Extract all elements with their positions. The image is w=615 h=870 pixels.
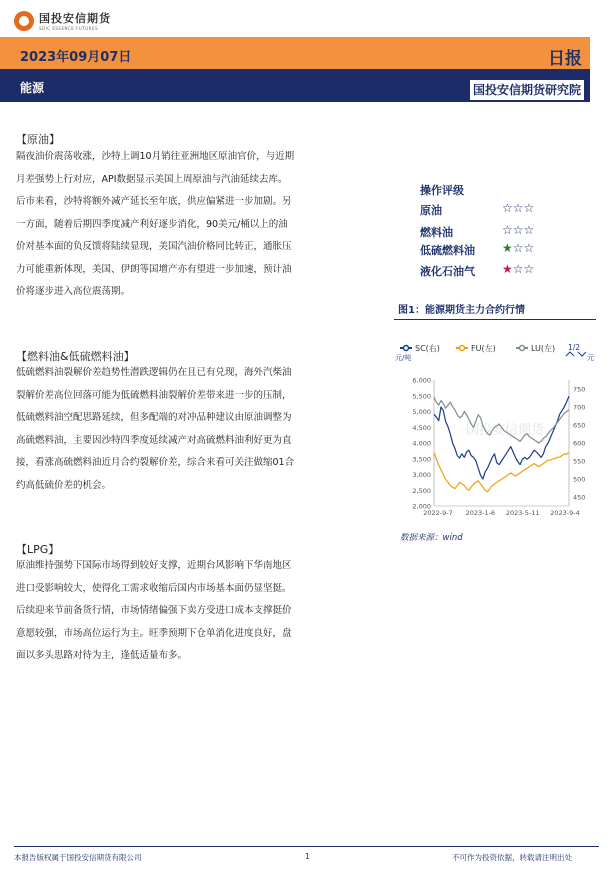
- star-empty-icon: ☆: [512, 201, 524, 215]
- rating-name: 燃料油: [420, 226, 453, 239]
- series-line-fu: [434, 453, 569, 492]
- left-tick-label: 4,500: [412, 423, 431, 432]
- rating-row-low-sulfur: [420, 242, 560, 264]
- x-axis-ticks: [423, 509, 580, 517]
- body-line: 后市来看，沙特将额外减产延长至年底，供应偏紧进一步加剧。另: [16, 196, 292, 207]
- report-date: 2023年09月07日: [20, 50, 132, 65]
- section-title-lpg: 【LPG】: [16, 543, 60, 556]
- left-tick-label: 4,000: [412, 439, 431, 448]
- left-tick-label: 3,500: [412, 455, 431, 464]
- ratings-title: 操作评级: [420, 184, 464, 197]
- legend-prev-icon: [566, 352, 574, 356]
- star-empty-icon: ☆: [523, 262, 535, 276]
- star-empty-icon: ☆: [512, 223, 524, 237]
- body-line: 隔夜油价震荡收涨，沙特上调10月销往亚洲地区原油官价，与近期: [16, 151, 295, 162]
- left-tick-label: 6,000: [412, 376, 431, 385]
- logo-name: 国投安信期货: [39, 12, 111, 25]
- body-line: 高硫燃料油，主要因沙特四季度延续减产对高硫燃料油利好更为直: [16, 434, 292, 446]
- section-body-crude: [16, 146, 374, 304]
- rating-name: 液化石油气: [420, 265, 475, 278]
- star-empty-icon: ☆: [512, 241, 524, 255]
- footer-disclaimer: 不可作为投资依据，转载请注明出处: [452, 853, 572, 862]
- left-tick-label: 5,000: [412, 408, 431, 416]
- body-line: 后续迎来节前备货行情，市场情绪偏强下卖方受进口成本支撑挺价: [16, 605, 292, 616]
- star-empty-icon: ☆: [502, 201, 513, 215]
- rating-stars: [502, 241, 534, 255]
- left-tick-label: 2,500: [412, 486, 431, 495]
- section-title-fuel-oil: 【燃料油&低硫燃料油】: [16, 350, 135, 363]
- rating-row-crude: [420, 202, 560, 224]
- rating-stars: [502, 201, 534, 215]
- rating-name: 原油: [420, 204, 442, 217]
- x-tick-label: 2023-9-4: [550, 509, 580, 517]
- research-org: 国投安信期货研究院: [470, 80, 584, 100]
- body-line: 价将逐步进入高位震荡期。: [16, 286, 131, 297]
- figure-source: 数据来源：wind: [400, 533, 463, 543]
- footer-rule: [14, 846, 599, 847]
- star-empty-icon: ☆: [523, 241, 535, 255]
- body-line: 力可能重新体现，美国、伊朗等国增产亦有望进一步加速，预计油: [16, 263, 292, 275]
- body-line: 裂解价差高位回落可能为低硫燃料油裂解价差带来进一步的压制，: [16, 389, 292, 401]
- x-tick-label: 2022-9-7: [423, 509, 453, 517]
- right-tick-label: 500: [573, 475, 586, 484]
- body-line: 进口受影响较大，使得化工需求收缩后国内市场基本面仍显坚挺。: [16, 582, 292, 594]
- figure-title-rule: [394, 319, 596, 320]
- right-tick-label: 700: [573, 403, 586, 412]
- star-filled-icon: ★: [502, 241, 513, 255]
- body-line: 面以多头思路对待为主，逢低适量布多。: [16, 650, 188, 661]
- body-line: 约高低硫价差的机会。: [16, 479, 112, 491]
- star-empty-icon: ☆: [502, 223, 513, 237]
- logo-mark-icon: [14, 11, 34, 31]
- x-tick-label: 2023-5-11: [505, 509, 540, 517]
- left-axis-ticks: [412, 377, 431, 511]
- body-line: 意愿较强，市场高位运行为主。旺季预期下仓单消化进度良好，盘: [16, 627, 292, 639]
- right-axis-ticks: [573, 386, 585, 502]
- legend-label-lu: LU(左): [531, 344, 556, 353]
- legend-label-fu: FU(左): [471, 344, 496, 353]
- report-sector: 能源: [20, 81, 45, 95]
- section-body-lpg: [16, 555, 374, 668]
- body-line: 一方面，随着后期四季度减产利好逐步消化，90美元/桶以上的油: [16, 218, 288, 230]
- rating-row-lpg: [420, 263, 560, 285]
- left-axis-unit: 元/吨: [395, 354, 412, 362]
- footer-page-number: 1: [305, 852, 310, 861]
- right-tick-label: 650: [573, 421, 586, 430]
- section-body-fuel-oil: [16, 362, 374, 497]
- chart-legend: [400, 343, 586, 356]
- rating-name: 低硫燃料油: [420, 244, 475, 257]
- chart-series: [434, 396, 569, 492]
- star-empty-icon: ☆: [523, 201, 535, 215]
- star-filled-icon: ★: [502, 262, 513, 276]
- right-tick-label: 600: [573, 439, 586, 448]
- right-axis-unit: 元: [587, 354, 594, 362]
- star-empty-icon: ☆: [523, 223, 535, 237]
- report-type: 日报: [548, 49, 582, 69]
- left-tick-label: 2,000: [412, 502, 431, 511]
- body-line: 低硫燃料油空配思路延续，但多配端的对冲品种建议由原油调整为: [16, 412, 292, 423]
- section-title-crude: 【原油】: [16, 133, 60, 146]
- company-logo: [14, 10, 111, 31]
- right-tick-label: 450: [573, 493, 586, 502]
- left-tick-label: 5,500: [412, 392, 431, 401]
- star-empty-icon: ☆: [512, 262, 524, 276]
- rating-stars: [502, 262, 534, 276]
- rating-stars: [502, 223, 534, 237]
- legend-label-sc: SC(右): [415, 344, 440, 353]
- body-line: 接，看涨高硫燃料油近月合约裂解价差，综合来看可关注做缩01合: [16, 457, 295, 468]
- body-line: 原油维持强势下国际市场得到较好支撑，近期台风影响下华南地区: [16, 560, 292, 571]
- right-tick-label: 550: [573, 457, 586, 466]
- energy-futures-chart: [394, 336, 600, 526]
- left-tick-label: 3,000: [412, 471, 431, 479]
- body-line: 月差强势上行对应，API数据显示美国上周原油与汽油延续去库。: [16, 173, 288, 185]
- legend-pager: 1/2: [568, 343, 581, 352]
- body-line: 价对基本面的负反馈将陆续显现，美国汽油价格同比转正，通胀压: [16, 241, 292, 252]
- x-tick-label: 2023-1-6: [465, 509, 496, 517]
- logo-english-name: SDIC ESSENCE FUTURES: [39, 26, 99, 31]
- figure-title: 图1：能源期货主力合约行情: [398, 305, 525, 316]
- chart-watermark: 国投安信期货: [466, 423, 545, 438]
- legend-next-icon: [578, 352, 586, 356]
- footer-copyright: 本报告版权属于国投安信期货有限公司: [14, 853, 142, 862]
- right-tick-label: 750: [573, 385, 586, 394]
- body-line: 低硫燃料油裂解价差趋势性潜跌逻辑仍在且已有兑现，海外汽柴油: [16, 367, 292, 378]
